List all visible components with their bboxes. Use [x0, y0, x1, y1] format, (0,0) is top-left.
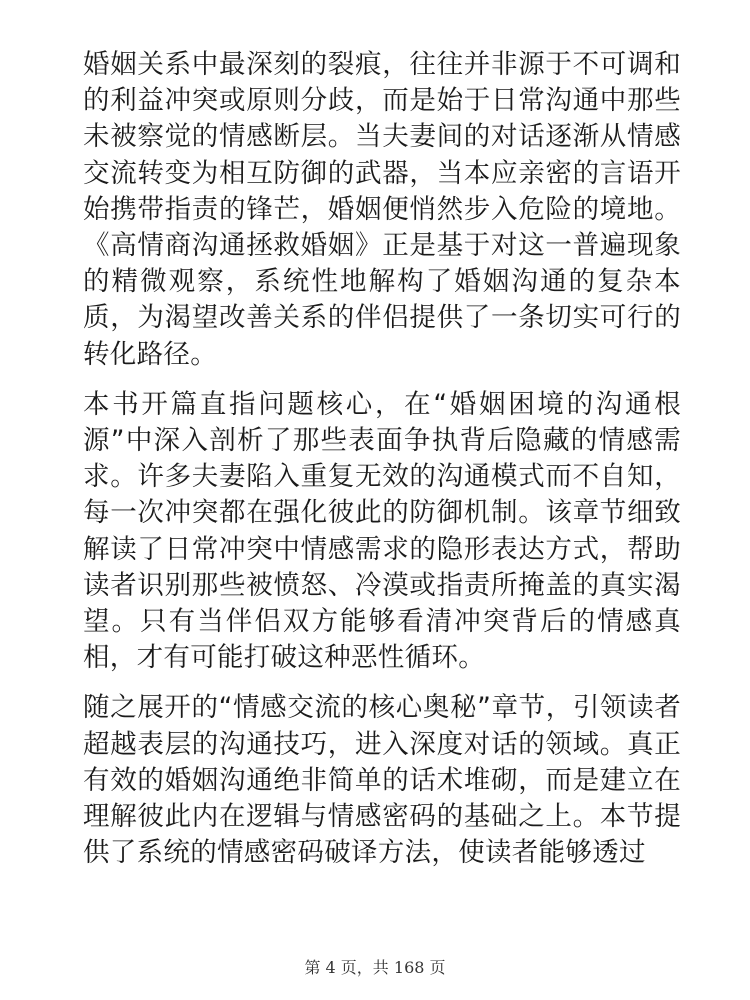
paragraph-1: 婚姻关系中最深刻的裂痕，往往并非源于不可调和的利益冲突或原则分歧，而是始于日常沟通中那些未被察觉的情感断层。当夫妻间的对话逐渐从情感交流转变为相互防御的武器，当本应亲密的言语开始携带指责的锋芒，婚姻便悄然步入危险的境地。《高情商沟通拯救婚姻》正是基于对这一普遍现象的精微观察，系统性地解构了婚姻沟通的复杂本质，为渴望改善关系的伴侣提供了一条切实可行的转化路径。 — [83, 49, 681, 370]
page-number-footer: 第 4 页，共 168 页 — [304, 958, 446, 977]
paragraph-2: 本书开篇直指问题核心，在“婚姻困境的沟通根源”中深入剖析了那些表面争执背后隐藏的情感需求。许多夫妻陷入重复无效的沟通模式而不自知，每一次冲突都在强化彼此的防御机制。该章节细致解读了日常冲突中情感需求的隐形表达方式，帮助读者识别那些被愤怒、冷漠或指责所掩盖的真实渴望。只有当伴侣双方能够看清冲突背后的情感真相，才有可能打破这种恶性循环。 — [83, 388, 681, 674]
paragraph-3: 随之展开的“情感交流的核心奥秘”章节，引领读者超越表层的沟通技巧，进入深度对话的领域。真正有效的婚姻沟通绝非简单的话术堆砌，而是建立在理解彼此内在逻辑与情感密码的基础之上。本节提供了系统的情感密码破译方法，使读者能够透过 — [83, 692, 681, 869]
document-body — [83, 47, 681, 885]
